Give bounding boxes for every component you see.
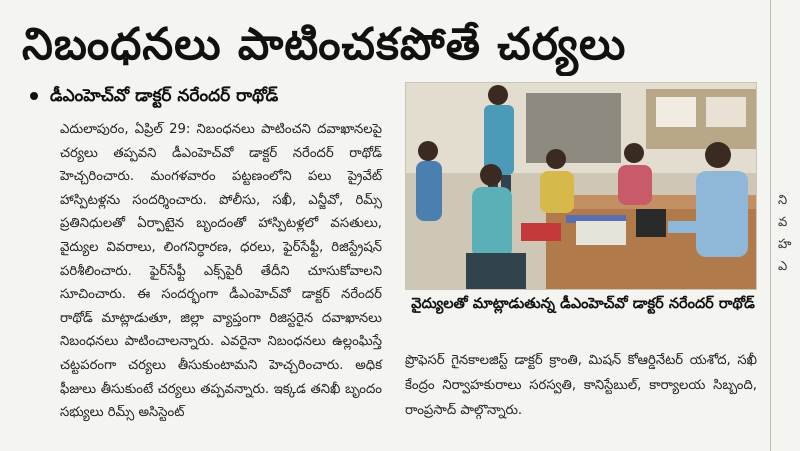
article-body — [60, 118, 382, 425]
headline: నిబంధనలు పాటించకపోతే చర్యలు — [22, 19, 627, 70]
photo-caption: వైద్యులతో మాట్లాడుతున్న డీఎంహెచ్‌వో డాక్టర్ నరేందర్ రాథోడ్ — [411, 296, 755, 312]
bullet-icon — [30, 92, 38, 100]
news-photo — [405, 82, 757, 290]
office-scene-illustration — [406, 83, 756, 289]
adjacent-column-fragment — [778, 190, 796, 278]
edge-mark: హ — [778, 237, 792, 252]
edge-mark: ని — [778, 193, 788, 208]
article-body-text: ఎదులాపురం, ఏప్రిల్ 29: నిబంధనలు పాటించని దవాఖానలపై చర్యలు తప్పవని డీఎంహెచ్‌వో డాక్టర్ నరేందర్ రాథోడ్ హెచ్చరించారు. మంగళవారం పట్టణంలోని పలు ప్రైవేట్ హాస్పిటళ్లను సందర్శించారు. పోలీసు, సఖీ, ఎన్జీవో, రిమ్స్ ప్రతినిధులతో ఏర్పాటైన బృందంతో హాస్పిటళ్లలో వసతులు, వైద్యుల వివరాలు, లింగనిర్ధారణ, ధరలు, ఫైర్‌సేఫ్టీ, రిజిస్ట్రేషన్ పరిశీలించారు. ఫైర్‌సేఫ్టీ ఎక్స్‌పైరీ తేదీని చూసుకోవాలని సూచించారు. ఈ సందర్భంగా డీఎంహెచ్‌వో డాక్టర్ నరేందర్ రాథోడ్ మాట్లాడుతూ, జిల్లా వ్యాప్తంగా రిజిస్టరైన దవాఖానలు నిబంధనలు పాటించాలన్నారు. ఎవరైనా నిబంధనలు ఉల్లంఘిస్తే చట్టపరంగా చర్యలు తీసుకుంటామని హెచ్చరించారు. అధిక ఫీజులు తీసుకుంటే చర్యలు తప్పవన్నారు. ఇక్కడ తనిఖీ బృందం సభ్యులు రిమ్స్ అసిస్టెంట్ — [60, 122, 382, 421]
byline-text: డీఎంహెచ్‌వో డాక్టర్ నరేందర్ రాథోడ్ — [50, 86, 279, 106]
edge-mark: వ — [778, 215, 788, 230]
byline — [30, 84, 278, 108]
column-divider — [770, 0, 771, 451]
article-continuation — [405, 348, 757, 423]
edge-mark: ఎ — [778, 259, 788, 274]
article-continuation-text: ప్రొఫెసర్ గైనకాలజిస్ట్ డాక్టర్ క్రాంతి, మిషన్ కోఆర్డినేటర్ యశోద, సఖీ కేంద్రం నిర్వాహకురాలు సరస్వతి, కానిస్టేబుల్, కార్యాలయ సిబ్బంది, రాంప్రసాద్ పాల్గొన్నారు. — [405, 353, 757, 418]
